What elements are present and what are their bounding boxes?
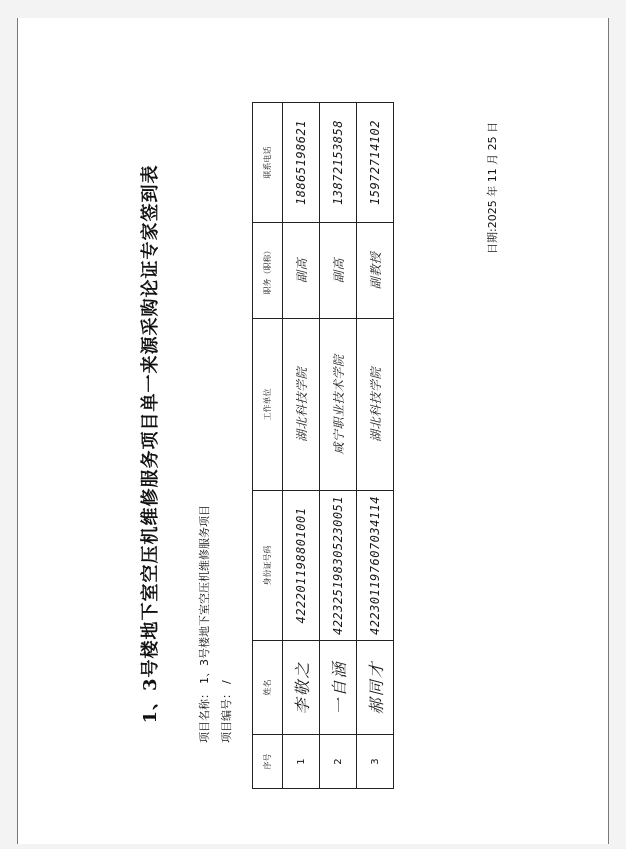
project-name-label: 项目名称： xyxy=(198,688,211,743)
project-number-label: 项目编号： xyxy=(220,688,233,743)
project-number-value: / xyxy=(220,680,233,684)
header-title: 职务（职称） xyxy=(253,223,283,319)
cell-phone-handwritten: 15972714102 xyxy=(357,103,394,223)
header-employer: 工作单位 xyxy=(253,319,283,491)
cell-employer-handwritten: 咸宁职业技术学院 xyxy=(320,319,357,491)
cell-title-handwritten: 副教授 xyxy=(357,223,394,319)
rotated-content xyxy=(18,18,608,844)
cell-seq: 1 xyxy=(283,735,320,789)
cell-name-handwritten: 一自涵 xyxy=(320,641,357,735)
project-name-line xyxy=(196,505,212,743)
page-edge-right xyxy=(608,18,609,844)
header-id-number: 身份证号码 xyxy=(253,491,283,641)
table-row xyxy=(283,103,320,789)
cell-seq: 2 xyxy=(320,735,357,789)
header-seq: 序号 xyxy=(253,735,283,789)
cell-employer-handwritten: 湖北科技学院 xyxy=(357,319,394,491)
header-name: 姓名 xyxy=(253,641,283,735)
cell-title-handwritten: 副高 xyxy=(320,223,357,319)
cell-id-handwritten: 422325198305230051 xyxy=(320,491,357,641)
cell-title-handwritten: 副高 xyxy=(283,223,320,319)
sign-date: 日期:2025 年 11 月 25 日 xyxy=(486,121,499,254)
project-number-line xyxy=(218,680,234,743)
cell-name-handwritten: 李敬之 xyxy=(283,641,320,735)
table-row xyxy=(357,103,394,789)
cell-id-handwritten: 422201198801001 xyxy=(283,491,320,641)
cell-employer-handwritten: 湖北科技学院 xyxy=(283,319,320,491)
cell-seq: 3 xyxy=(357,735,394,789)
table-header-row xyxy=(253,103,283,789)
cell-phone-handwritten: 13872153858 xyxy=(320,103,357,223)
cell-phone-handwritten: 18865198621 xyxy=(283,103,320,223)
document-title: 1、3号楼地下室空压机维修服务项目单一来源采购论证专家签到表 xyxy=(140,164,161,724)
project-name-value: 1、3号楼地下室空压机维修服务项目 xyxy=(198,505,211,684)
table-row xyxy=(320,103,357,789)
cell-id-handwritten: 422301197607034114 xyxy=(357,491,394,641)
sign-in-table xyxy=(252,102,394,789)
document-page xyxy=(18,18,608,844)
header-phone: 联系电话 xyxy=(253,103,283,223)
cell-name-handwritten: 郝同才 xyxy=(357,641,394,735)
